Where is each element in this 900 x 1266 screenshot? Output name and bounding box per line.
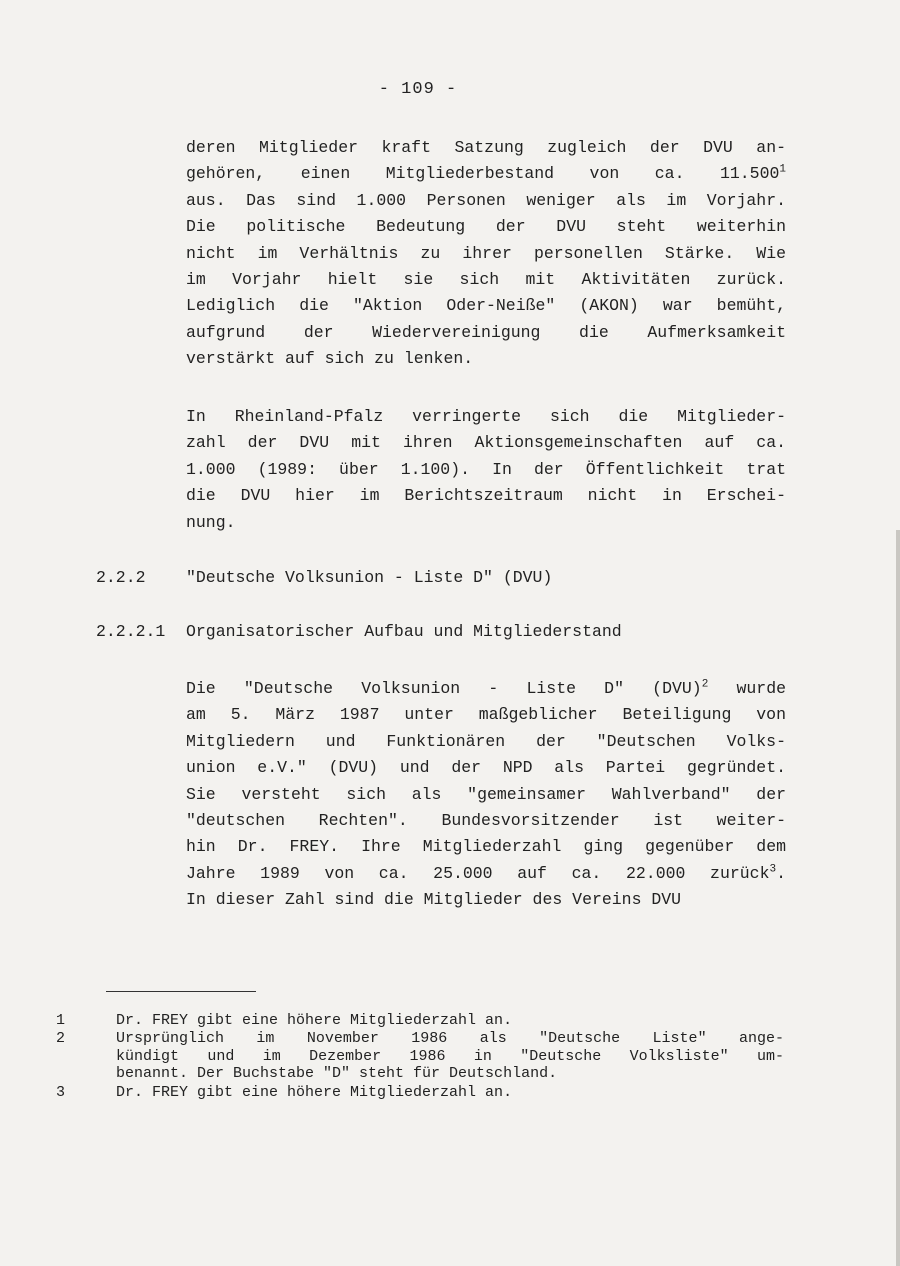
text-line: Lediglich die "Aktion Oder-Neiße" (AKON) war bemüht, — [186, 296, 786, 316]
section-title: "Deutsche Volksunion - Liste D" (DVU) — [186, 568, 553, 587]
text-line: hin Dr. FREY. Ihre Mitgliederzahl ging gegenüber dem — [186, 837, 786, 857]
footnote-ref-2: 2 — [701, 678, 709, 691]
section-number: 2.2.2 — [96, 568, 146, 587]
text-line: deren Mitglieder kraft Satzung zugleich der DVU an- — [186, 138, 786, 157]
text-line: In Rheinland-Pfalz verringerte sich die Mitglieder- — [186, 407, 786, 426]
text-line: 1.000 (1989: über 1.100). In der Öffentlichkeit trat — [186, 459, 786, 479]
text-line: gehören, einen Mitgliederbestand von ca. 11.500$^1$ — [186, 163, 786, 184]
text-line: aus. Das sind 1.000 Personen weniger als im Vorjahr. — [186, 190, 786, 210]
text-line: Sie versteht sich als "gemeinsamer Wahlverband" der — [186, 784, 786, 804]
footnote-line: Ursprünglich im November 1986 als "Deutsche Liste" ange- — [116, 1030, 784, 1047]
text-line: nung. — [186, 512, 236, 532]
text-line: die DVU hier im Berichtszeitraum nicht in Erschei- — [186, 486, 786, 506]
text-line: Jahre 1989 von ca. 25.000 auf ca. 22.000 zurück$^3$. — [186, 863, 786, 883]
text-line: "deutschen Rechten". Bundesvorsitzender ist weiter- — [186, 810, 786, 830]
footnote-line: Dr. FREY gibt eine höhere Mitgliederzahl an. — [116, 1084, 513, 1101]
page-number: - 109 - — [378, 80, 458, 99]
footnote-line: Dr. FREY gibt eine höhere Mitgliederzahl an. — [116, 1012, 513, 1029]
text-line: im Vorjahr hielt sie sich mit Aktivitäten zurück. — [186, 269, 786, 289]
footnote-1 — [116, 1012, 784, 1030]
footnote-ref-1: 1 — [779, 163, 786, 176]
text-line: am 5. März 1987 unter maßgeblicher Beteiligung von — [186, 705, 786, 725]
text-line: In dieser Zahl sind die Mitglieder des Vereins DVU — [186, 890, 682, 910]
footnote-line: kündigt und im Dezember 1986 in "Deutsche Volksliste" um- — [116, 1047, 784, 1065]
text-line: verstärkt auf sich zu lenken. — [186, 349, 474, 369]
section-title: Organisatorischer Aufbau und Mitgliederstand — [186, 622, 622, 641]
text-line: Die politische Bedeutung der DVU steht weiterhin — [186, 217, 786, 237]
text-line: nicht im Verhältnis zu ihrer personellen Stärke. Wie — [186, 243, 786, 263]
footnote-number: 2 — [56, 1030, 66, 1047]
section-number: 2.2.2.1 — [96, 622, 166, 641]
footnote-separator — [106, 991, 256, 992]
footnote-2 — [116, 1030, 784, 1083]
footnote-line: benannt. Der Buchstabe "D" steht für Deutschland. — [116, 1065, 558, 1082]
paragraph-2 — [186, 404, 786, 536]
scan-edge-shadow — [896, 530, 900, 1266]
paragraph-3 — [186, 676, 786, 914]
footnote-3 — [116, 1084, 784, 1102]
text-line: zahl der DVU mit ihren Aktionsgemeinschaften auf ca. — [186, 433, 786, 453]
footnote-number: 1 — [56, 1012, 66, 1029]
text-line: Mitgliedern und Funktionären der "Deutschen Volks- — [186, 731, 786, 751]
text-line: aufgrund der Wiedervereinigung die Aufmerksamkeit — [186, 322, 786, 342]
footnote-number: 3 — [56, 1084, 66, 1101]
footnote-ref-3: 3 — [769, 863, 777, 876]
paragraph-1 — [186, 135, 786, 373]
text-line: union e.V." (DVU) und der NPD als Partei gegründet. — [186, 758, 786, 778]
text-line: Die "Deutsche Volksunion - Liste D" (DVU)$^2$ wurde — [186, 678, 786, 698]
